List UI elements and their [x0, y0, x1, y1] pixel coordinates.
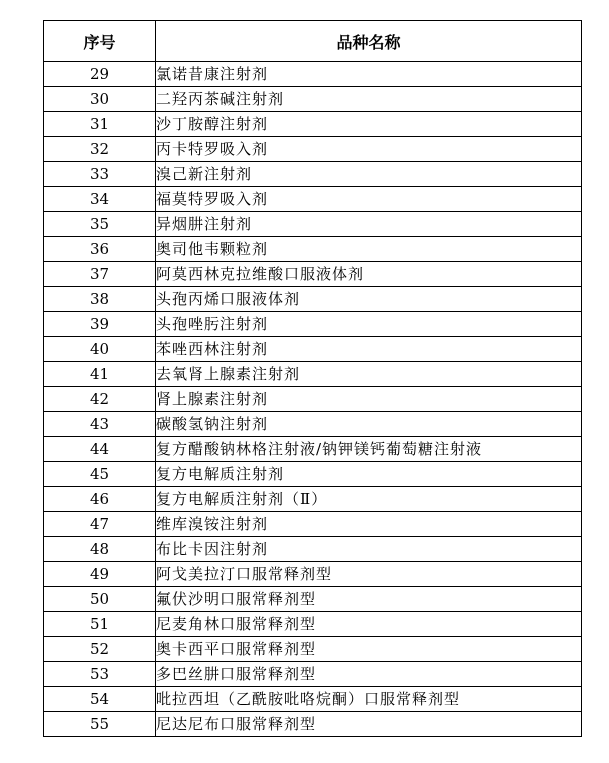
table-row	[44, 712, 582, 737]
drug-list-document	[43, 20, 582, 737]
table-row	[44, 462, 582, 487]
serial-number-cell: 39	[44, 312, 156, 337]
table-row	[44, 387, 582, 412]
serial-number-cell: 34	[44, 187, 156, 212]
table-row	[44, 437, 582, 462]
table-row	[44, 662, 582, 687]
header-variety-name: 品种名称	[156, 21, 582, 62]
variety-name-cell: 沙丁胺醇注射剂	[156, 112, 582, 137]
table-header-row	[44, 21, 582, 62]
serial-number-cell: 31	[44, 112, 156, 137]
variety-name-cell: 尼达尼布口服常释剂型	[156, 712, 582, 737]
table-row	[44, 362, 582, 387]
serial-number-cell: 52	[44, 637, 156, 662]
table-row	[44, 262, 582, 287]
table-row	[44, 87, 582, 112]
variety-name-cell: 丙卡特罗吸入剂	[156, 137, 582, 162]
serial-number-cell: 53	[44, 662, 156, 687]
serial-number-cell: 51	[44, 612, 156, 637]
variety-name-cell: 氯诺昔康注射剂	[156, 62, 582, 87]
serial-number-cell: 46	[44, 487, 156, 512]
variety-name-cell: 福莫特罗吸入剂	[156, 187, 582, 212]
table-row	[44, 487, 582, 512]
table-row	[44, 337, 582, 362]
table-row	[44, 187, 582, 212]
serial-number-cell: 30	[44, 87, 156, 112]
variety-name-cell: 复方电解质注射剂	[156, 462, 582, 487]
table-row	[44, 637, 582, 662]
variety-name-cell: 维库溴铵注射剂	[156, 512, 582, 537]
table-row	[44, 287, 582, 312]
serial-number-cell: 43	[44, 412, 156, 437]
variety-name-cell: 去氧肾上腺素注射剂	[156, 362, 582, 387]
serial-number-cell: 38	[44, 287, 156, 312]
variety-name-cell: 复方电解质注射剂（Ⅱ）	[156, 487, 582, 512]
serial-number-cell: 29	[44, 62, 156, 87]
table-row	[44, 412, 582, 437]
serial-number-cell: 32	[44, 137, 156, 162]
table-row	[44, 687, 582, 712]
serial-number-cell: 36	[44, 237, 156, 262]
variety-name-cell: 头孢丙烯口服液体剂	[156, 287, 582, 312]
variety-name-cell: 阿莫西林克拉维酸口服液体剂	[156, 262, 582, 287]
header-serial-number: 序号	[44, 21, 156, 62]
serial-number-cell: 48	[44, 537, 156, 562]
variety-name-cell: 苯唑西林注射剂	[156, 337, 582, 362]
table-row	[44, 137, 582, 162]
variety-name-cell: 阿戈美拉汀口服常释剂型	[156, 562, 582, 587]
serial-number-cell: 37	[44, 262, 156, 287]
table-row	[44, 537, 582, 562]
table-row	[44, 112, 582, 137]
serial-number-cell: 44	[44, 437, 156, 462]
table-row	[44, 212, 582, 237]
serial-number-cell: 35	[44, 212, 156, 237]
variety-name-cell: 异烟肼注射剂	[156, 212, 582, 237]
variety-name-cell: 吡拉西坦（乙酰胺吡咯烷酮）口服常释剂型	[156, 687, 582, 712]
variety-name-cell: 氟伏沙明口服常释剂型	[156, 587, 582, 612]
table-row	[44, 237, 582, 262]
variety-name-cell: 复方醋酸钠林格注射液/钠钾镁钙葡萄糖注射液	[156, 437, 582, 462]
variety-name-cell: 多巴丝肼口服常释剂型	[156, 662, 582, 687]
table-row	[44, 162, 582, 187]
table-row	[44, 612, 582, 637]
variety-name-cell: 头孢唑肟注射剂	[156, 312, 582, 337]
variety-name-cell: 溴己新注射剂	[156, 162, 582, 187]
serial-number-cell: 33	[44, 162, 156, 187]
variety-name-cell: 尼麦角林口服常释剂型	[156, 612, 582, 637]
serial-number-cell: 54	[44, 687, 156, 712]
table-row	[44, 312, 582, 337]
table-row	[44, 587, 582, 612]
serial-number-cell: 41	[44, 362, 156, 387]
serial-number-cell: 47	[44, 512, 156, 537]
variety-name-cell: 二羟丙茶碱注射剂	[156, 87, 582, 112]
serial-number-cell: 40	[44, 337, 156, 362]
serial-number-cell: 50	[44, 587, 156, 612]
variety-name-cell: 布比卡因注射剂	[156, 537, 582, 562]
serial-number-cell: 49	[44, 562, 156, 587]
serial-number-cell: 45	[44, 462, 156, 487]
variety-name-cell: 奥卡西平口服常释剂型	[156, 637, 582, 662]
table-row	[44, 62, 582, 87]
serial-number-cell: 42	[44, 387, 156, 412]
variety-name-cell: 奥司他韦颗粒剂	[156, 237, 582, 262]
table-body	[44, 62, 582, 737]
variety-name-cell: 碳酸氢钠注射剂	[156, 412, 582, 437]
drug-variety-table	[43, 20, 582, 737]
serial-number-cell: 55	[44, 712, 156, 737]
table-row	[44, 512, 582, 537]
table-row	[44, 562, 582, 587]
variety-name-cell: 肾上腺素注射剂	[156, 387, 582, 412]
